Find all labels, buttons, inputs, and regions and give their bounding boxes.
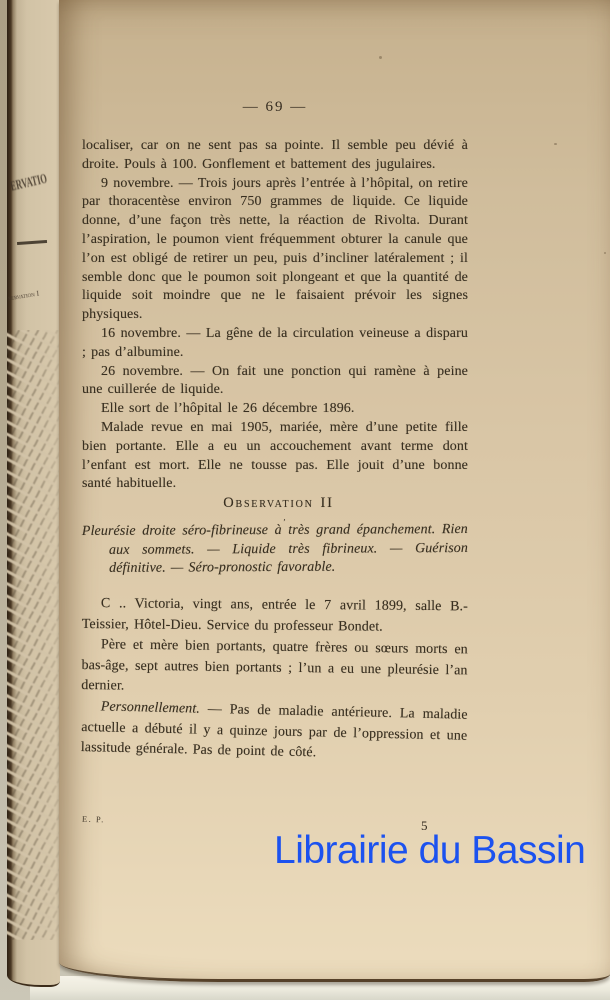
paper-speck: [379, 56, 382, 59]
gutter-running-head-fragment: ERVATIO: [9, 171, 49, 195]
bookseller-watermark: Librairie du Bassin: [274, 829, 586, 872]
printer-initials: E. P.: [81, 813, 105, 825]
paragraph: Malade revue en mai 1905, mariée, mère d’une petite fille bien portante. Elle a eu un accouchement avant terme dont l’enfant est mort. Elle ne tousse pas. Elle jouit d’une bonne santé habituelle.: [82, 419, 468, 492]
paragraph: 16 novembre. — La gêne de la circulation veineuse a disparu ; pas d’albumine.: [82, 325, 468, 360]
gutter-observation-fragment: servation I: [7, 288, 40, 303]
observation-heading: Observation II: [223, 495, 334, 512]
page-text-column: [80, 137, 469, 761]
paragraph: C .. Victoria, vingt ans, entrée le 7 avril 1899, salle B.-Teissier, Hôtel-Dieu. Service du professeur Bondet.: [81, 595, 468, 634]
paragraph: Elle sort de l’hôpital le 26 décembre 1896.: [101, 401, 355, 417]
paper-speck: [554, 143, 557, 145]
paragraph: 9 novembre. — Trois jours après l’entrée à l’hôpital, on retire par thoracentèse environ 750 grammes de liquide. Ce liquide donne, d’une façon très nette, la réaction de Rivolta. Durant l’aspiration, le poumon vient fréquemment obturer la canule que l’on est obligé de retirer un peu, puis d’incliner latéralement ; il semble donc que le poumon soit plongeant et que la quantité de liquide soit moindre que ne le faisaient prévoir les signes physiques.: [82, 175, 468, 323]
paragraph: 26 novembre. — On fait une ponction qui ramène à peine une cuillerée de liquide.: [82, 363, 468, 398]
paragraph-text: — Pas de maladie antérieure. La maladie actuelle a débuté il y a quinze jours par de l’oppression et une lassitude générale. Pas de point de côté.: [80, 701, 468, 761]
heading-flyspeck: ,: [283, 512, 286, 522]
paragraph: [81, 697, 468, 768]
paragraph: localiser, car on ne sent pas sa pointe. Il semble peu dévié à droite. Pouls à 100. Gonflement et battement des jugulaires.: [82, 138, 468, 172]
signature-number: 5: [421, 818, 428, 833]
observation-summary: Pleurésie droite séro-fibrineuse à très grand épanchement. Rien aux sommets. — Liquide très fibrineux. — Guérison définitive. — Séro-pronostic favorable.: [81, 521, 469, 576]
paragraph-italic-lead: Personnellement.: [100, 699, 201, 717]
paper-speck: [604, 252, 606, 254]
paragraph: Père et mère bien portants, quatre frères ou sœurs morts en bas-âge, sept autres bien portants ; l’un a eu une pleurésie l’an dernier.: [81, 637, 468, 694]
page-number: — 69 —: [242, 99, 308, 115]
facing-page-gutter-edge: [7, 0, 60, 987]
gutter-blurred-text-lines: [7, 330, 60, 940]
gutter-rule: [17, 240, 47, 245]
